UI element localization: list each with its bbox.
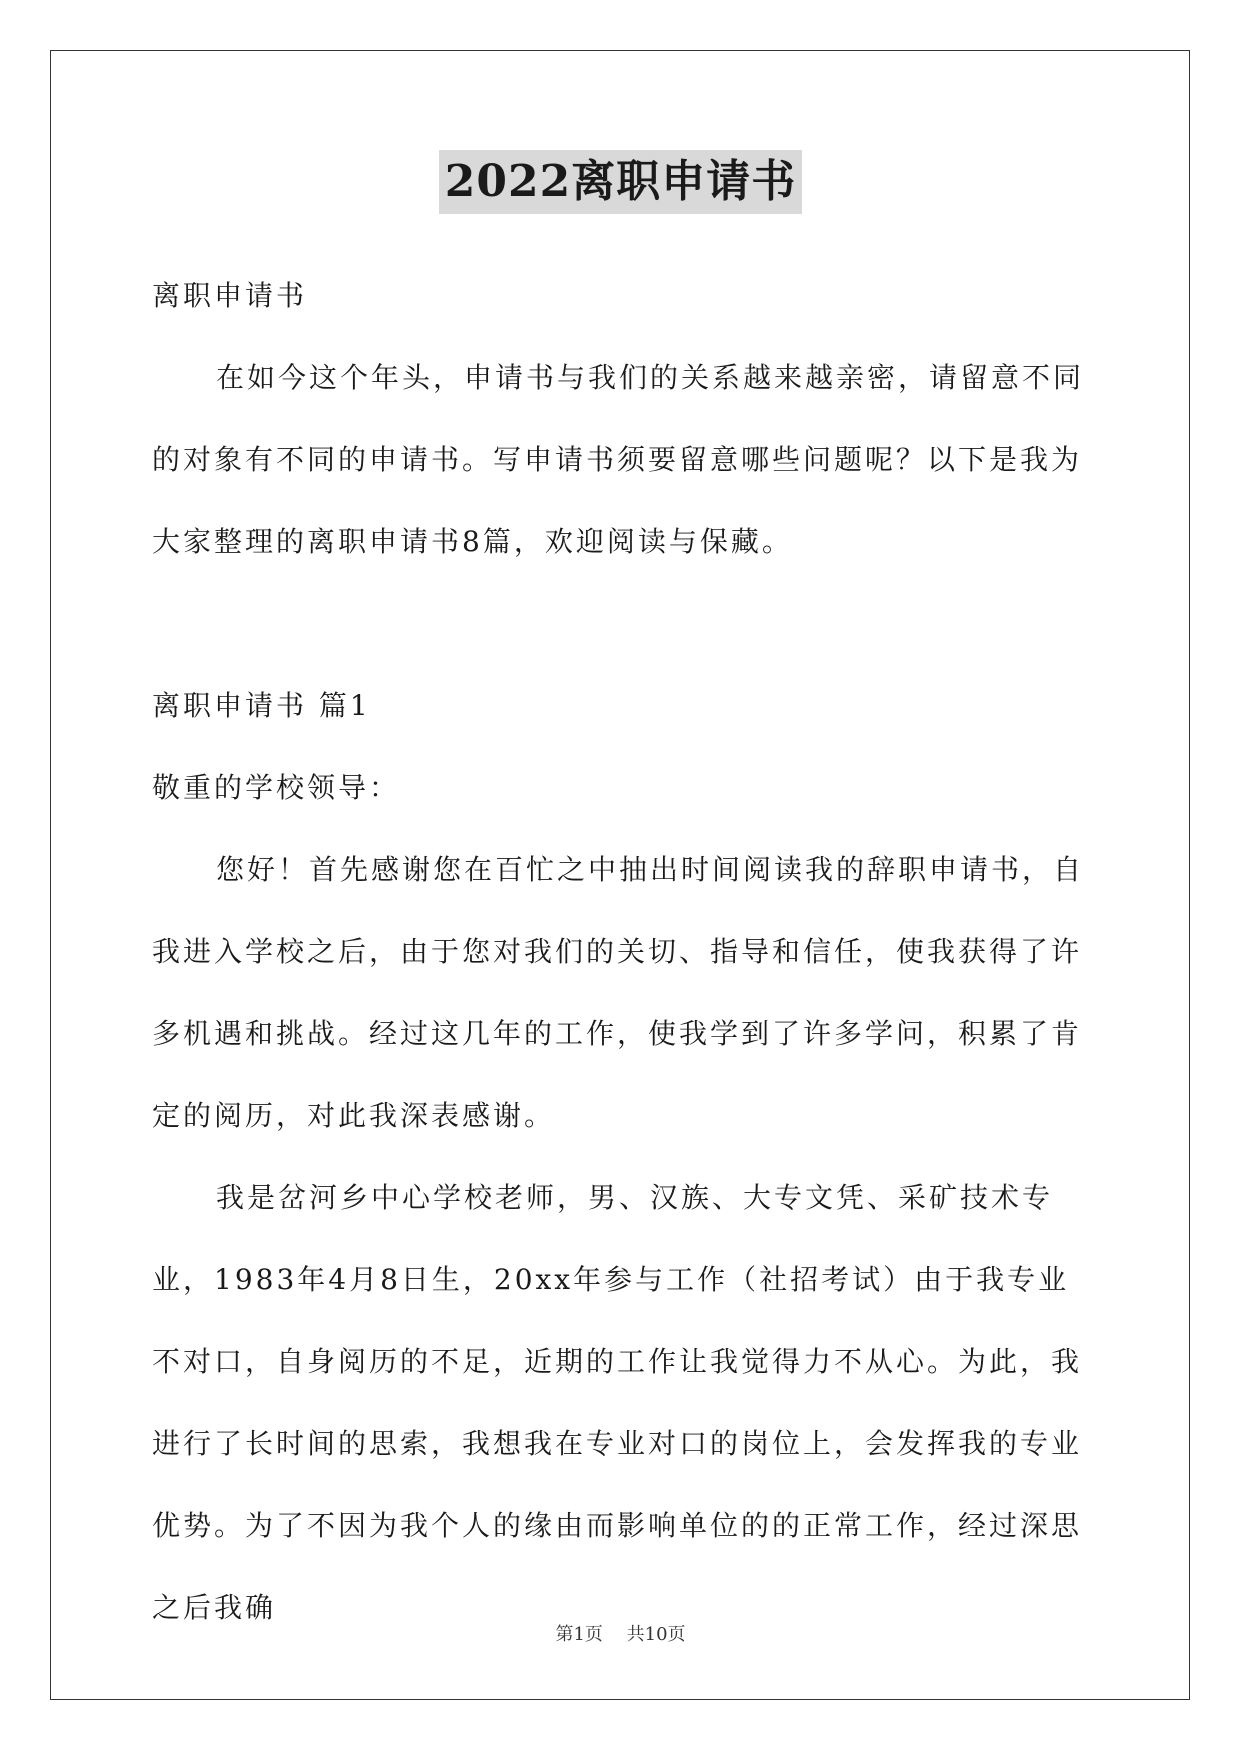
intro-paragraph: 在如今这个年头，申请书与我们的关系越来越亲密，请留意不同的对象有不同的申请书。写申请书须要留意哪些问题呢？以下是我为大家整理的离职申请书8篇，欢迎阅读与保藏。 — [152, 361, 1085, 558]
section-heading: 离职申请书 篇1 — [152, 689, 371, 722]
body-paragraph-1: 您好！首先感谢您在百忙之中抽出时间阅读我的辞职申请书，自我进入学校之后，由于您对我们的关切、指导和信任，使我获得了许多机遇和挑战。经过这几年的工作，使我学到了许多学问，积累了肯定的阅历，对此我深表感谢。 — [152, 853, 1085, 1132]
page-footer — [0, 1620, 1241, 1646]
salutation: 敬重的学校领导： — [152, 771, 401, 804]
document-title: 2022离职申请书 — [439, 150, 802, 214]
title-container — [0, 150, 1241, 214]
body-paragraph-2: 我是岔河乡中心学校老师，男、汉族、大专文凭、采矿技术专业，1983年4月8日生，20xx年参与工作（社招考试）由于我专业不对口，自身阅历的不足，近期的工作让我觉得力不从心。为此，我进行了长时间的思索，我想我在专业对口的岗位上，会发挥我的专业优势。为了不因为我个人的缘由而影响单位的的正常工作，经过深思之后我确 — [152, 1181, 1083, 1624]
document-subtitle: 离职申请书 — [152, 279, 308, 312]
document-body — [152, 255, 1092, 1649]
total-pages: 共10页 — [626, 1624, 686, 1645]
page-number: 第1页 — [555, 1624, 603, 1645]
section-spacer — [152, 583, 1092, 665]
